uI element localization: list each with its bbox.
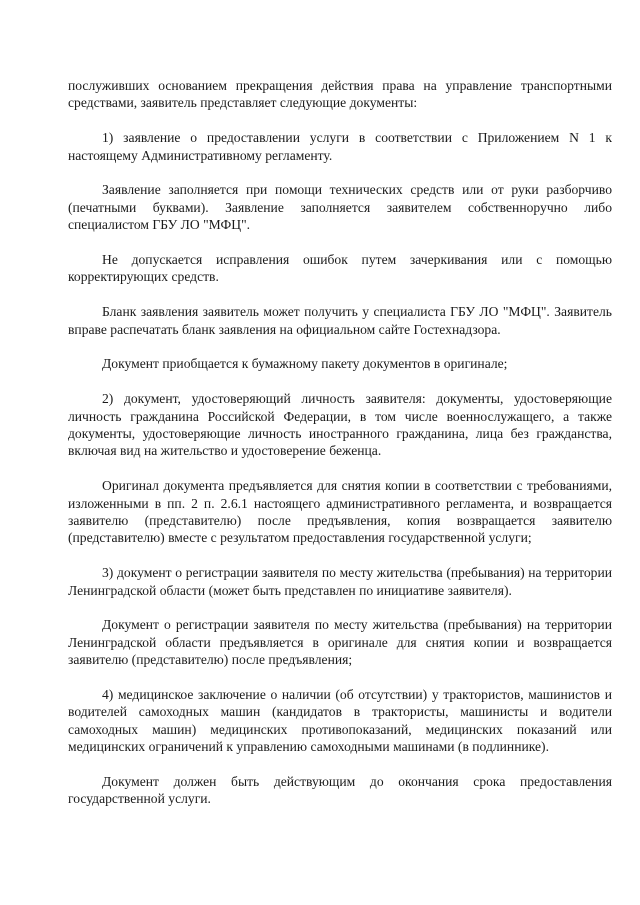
paragraph-application-filling: Заявление заполняется при помощи технических средств или от руки разборчиво (печатными буквами). Заявление заполняется заявителем собственноручно либо специалистом ГБУ ЛО "МФЦ". bbox=[68, 182, 612, 233]
paragraph-original-attached: Документ приобщается к бумажному пакету документов в оригинале; bbox=[102, 356, 508, 372]
paragraph-registration-original: Документ о регистрации заявителя по месту жительства (пребывания) на территории Ленинградской области предъявляется в оригинале для снятия копии и возвращается заявителю (представителю) после предъявления; bbox=[68, 617, 612, 668]
paragraph-original-copy: Оригинал документа предъявляется для снятия копии в соответствии с требованиями, изложенными в пп. 2 п. 2.6.1 настоящего административного регламента, и возвращается заявителю (представителю) после предъявления, копия возвращается заявителю (представителю) вместе с результатом предоставления государственной услуги; bbox=[68, 478, 612, 546]
paragraph-continuation: послуживших основанием прекращения действия права на управление транспортными средствами, заявитель представляет следующие документы: bbox=[68, 78, 612, 111]
paragraph-item-4-medical: 4) медицинское заключение о наличии (об отсутствии) у трактористов, машинистов и водителей самоходных машин (кандидатов в трактористы, машинисты и водители самоходных машин) медицинских противопоказаний, медицинских показаний или медицинских ограничений к управлению самоходными машинами (в подлиннике). bbox=[68, 687, 612, 755]
document-body bbox=[68, 77, 612, 825]
paragraph-item-1-application: 1) заявление о предоставлении услуги в соответствии с Приложением N 1 к настоящему Административному регламенту. bbox=[68, 130, 612, 163]
paragraph-form-source: Бланк заявления заявитель может получить у специалиста ГБУ ЛО "МФЦ". Заявитель вправе распечатать бланк заявления на официальном сайте Гостехнадзора. bbox=[68, 304, 612, 337]
paragraph-item-2-identity: 2) документ, удостоверяющий личность заявителя: документы, удостоверяющие личность гражданина Российской Федерации, в том числе военнослужащего, а также документы, удостоверяющие личность иностранного гражданина, лица без гражданства, включая вид на жительство и удостоверение беженца. bbox=[68, 391, 612, 459]
paragraph-item-3-registration: 3) документ о регистрации заявителя по месту жительства (пребывания) на территории Ленинградской области (может быть представлен по инициативе заявителя). bbox=[68, 565, 612, 598]
paragraph-no-corrections: Не допускается исправления ошибок путем зачеркивания или с помощью корректирующих средств. bbox=[68, 252, 612, 285]
paragraph-validity: Документ должен быть действующим до окончания срока предоставления государственной услуги. bbox=[68, 774, 612, 807]
